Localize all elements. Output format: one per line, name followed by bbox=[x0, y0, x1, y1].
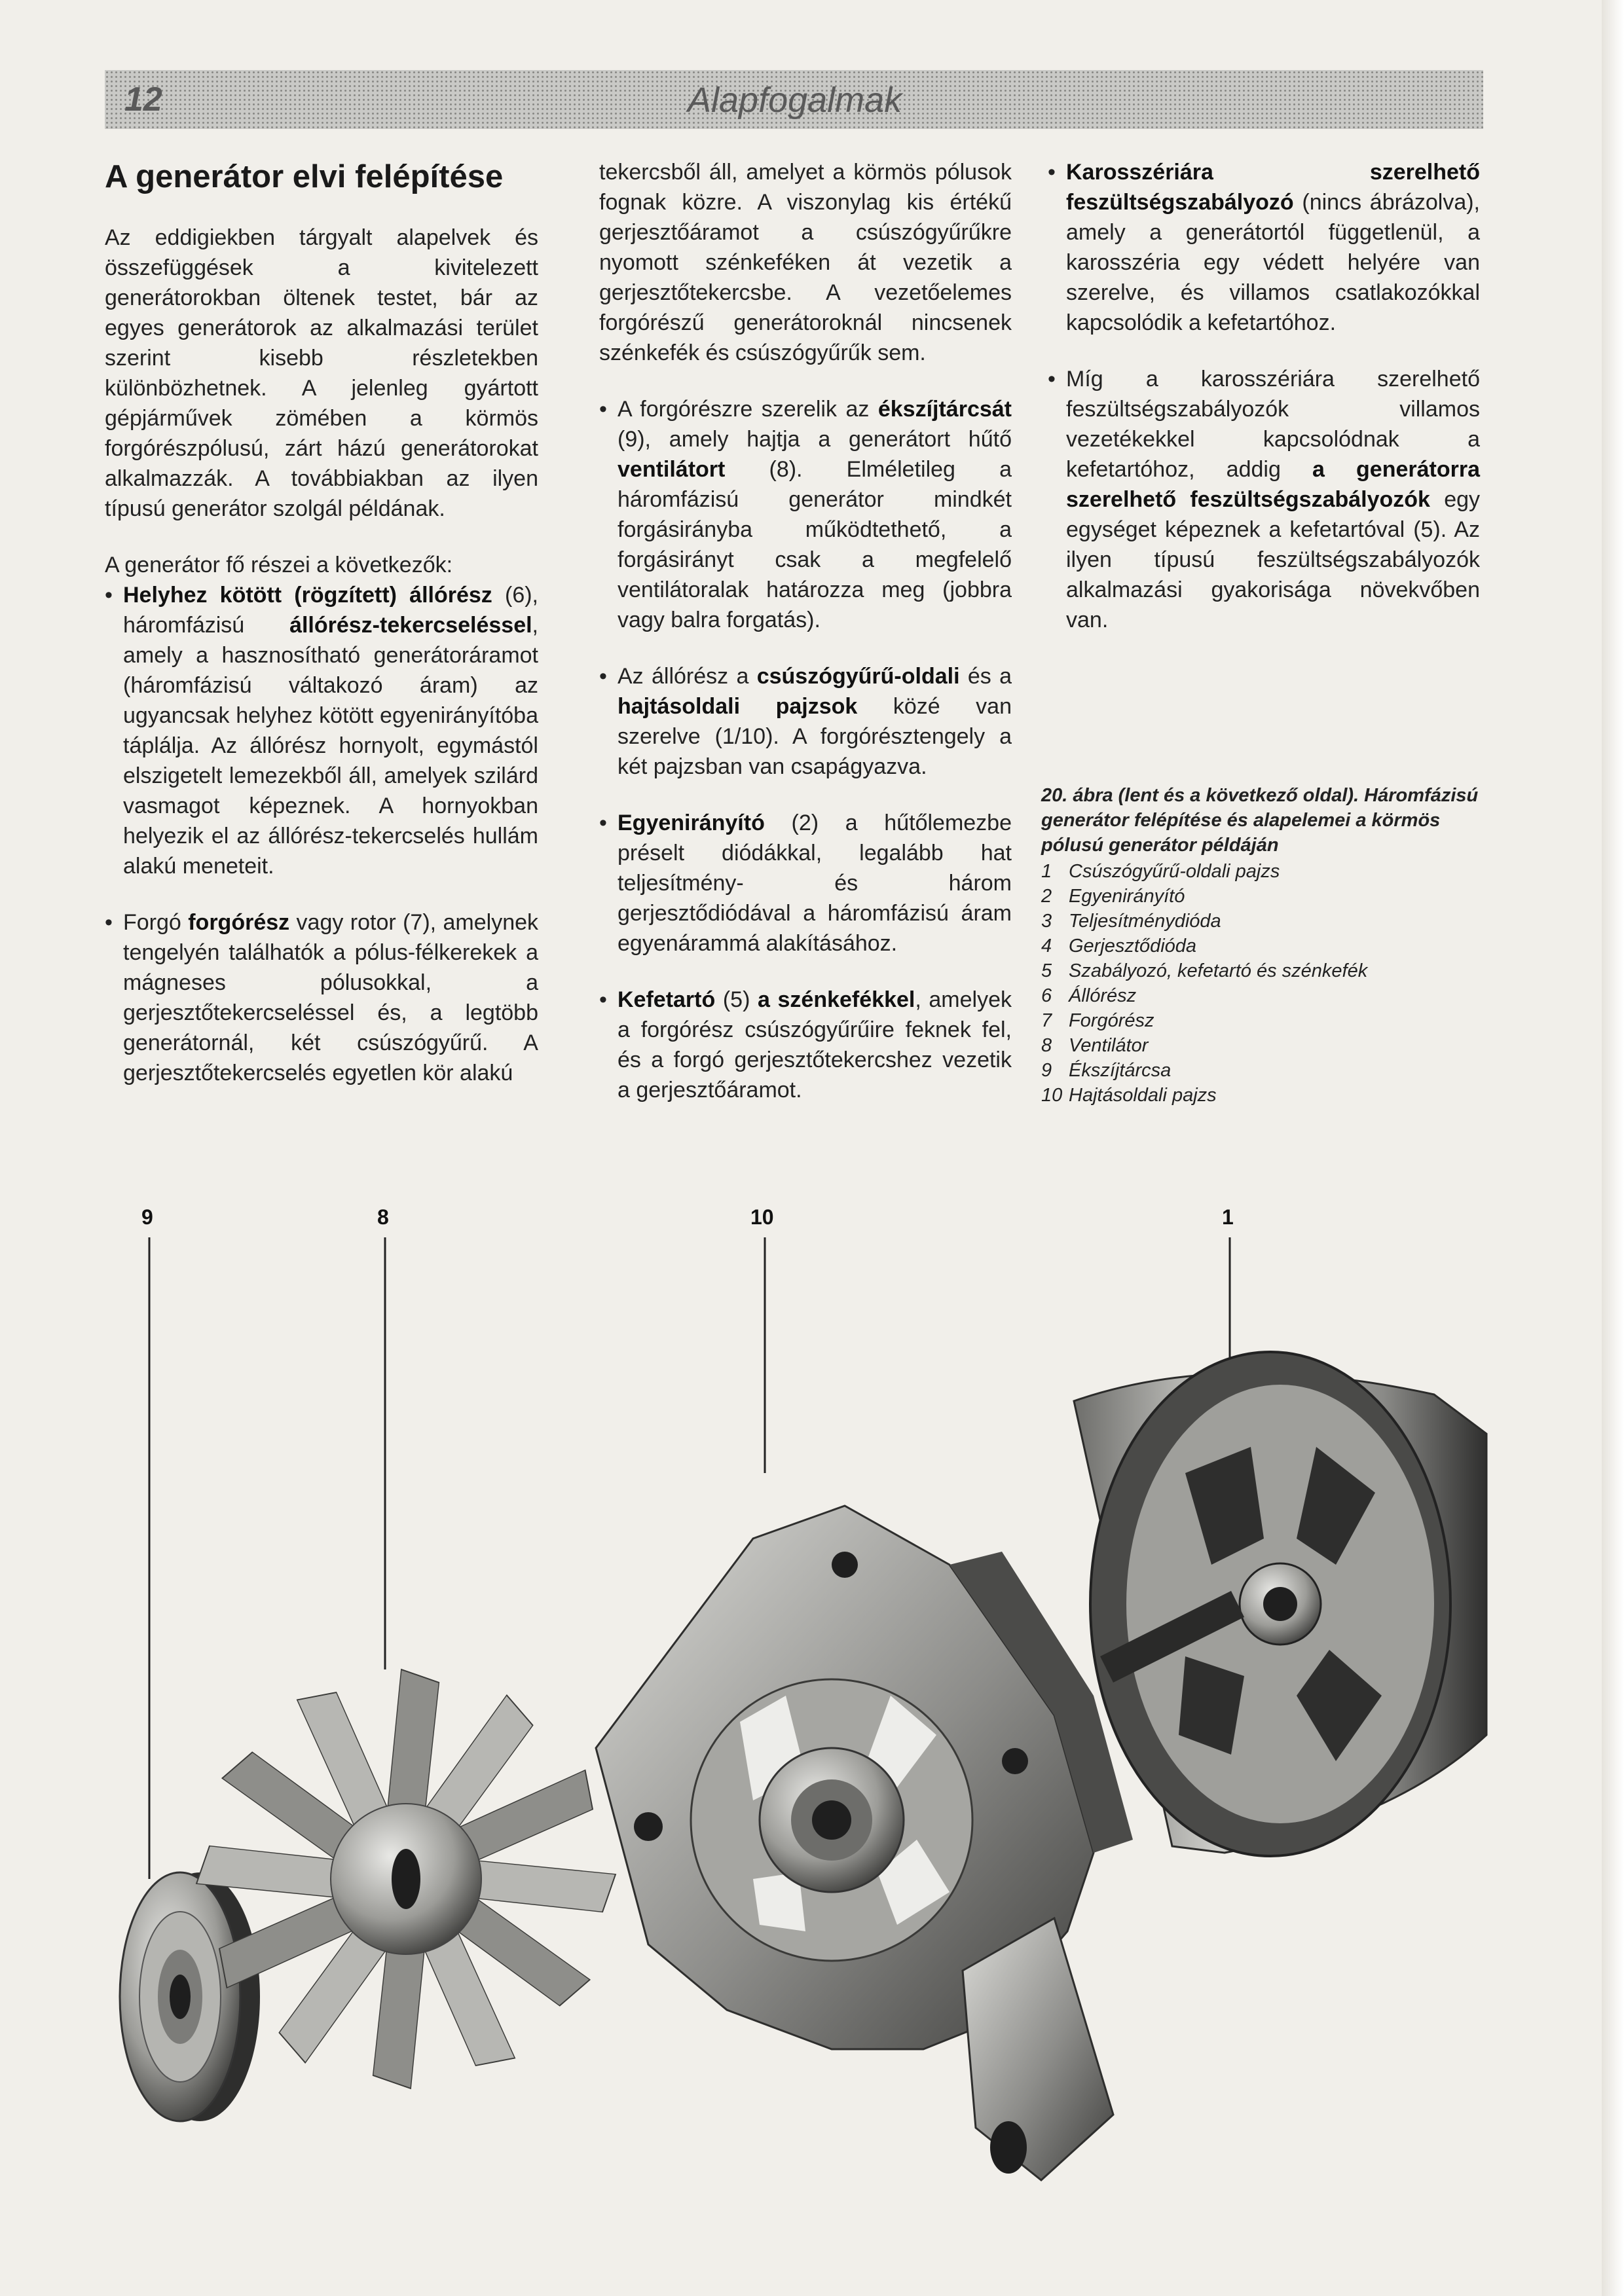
legend-item bbox=[1041, 1058, 1486, 1083]
callout-number-fan: 8 bbox=[377, 1205, 389, 1229]
text-run: A forgórészre szerelik az bbox=[618, 397, 878, 422]
legend-item bbox=[1041, 1033, 1486, 1058]
body-regulator-term: Karosszériára szerelhető feszültségszabályozó bbox=[1066, 160, 1480, 215]
legend-label: Teljesítménydióda bbox=[1069, 911, 1221, 932]
text-run: , amely a hasznosítható generátoráramot (háromfázisú váltakozó áram) az ugyancsak helyhez kötött egyenirányítóba táplálja. Az állórész hornyolt, egymástól elszigetelt lemezekből áll, amelyek szilárd vasmagot képeznek. A hornyokban helyezik el az állórész-tekercselés hullám alakú meneteit. bbox=[123, 613, 538, 879]
bullet-shields bbox=[599, 661, 1012, 782]
drive-shield-drawing bbox=[596, 1506, 1133, 2180]
bullet-dot: • bbox=[105, 583, 113, 608]
legend-item bbox=[1041, 983, 1486, 1008]
legend-label: Forgórész bbox=[1069, 1010, 1154, 1031]
rotor-term: forgórész bbox=[188, 910, 290, 935]
generator-exploded-illustration bbox=[72, 1198, 1539, 2272]
pulley-term: ékszíjtárcsát bbox=[877, 397, 1012, 422]
stator-term: Helyhez kötött (rögzített) állórész bbox=[123, 583, 492, 608]
parts-lead: A generátor fő részei a következők: bbox=[105, 553, 453, 577]
brush-holder-term: Kefetartó bbox=[618, 987, 716, 1012]
fan-term: ventilátort bbox=[618, 457, 726, 482]
legend-number: 5 bbox=[1041, 960, 1052, 981]
legend-label: Hajtásoldali pajzs bbox=[1069, 1085, 1217, 1106]
page-number: 12 bbox=[124, 81, 162, 118]
text-run: (8). Elméletileg a háromfázisú generátor mindkét forgásirányba működtethető, a forgásirányt csak a megfelelő ventilátoralak határozza meg (jobbra vagy balra forgatás). bbox=[618, 457, 1012, 632]
legend-number: 3 bbox=[1041, 911, 1052, 932]
legend-number: 4 bbox=[1041, 936, 1052, 957]
fan-blade bbox=[387, 1669, 439, 1813]
legend-number: 1 bbox=[1041, 861, 1052, 882]
integrated-regulator-term: a generátorra szerelhető feszültségszabályozók bbox=[1066, 457, 1480, 512]
bullet-rectifier bbox=[599, 808, 1012, 958]
bullet-dot: • bbox=[599, 664, 607, 689]
rectifier-term: Egyenirányító bbox=[618, 811, 765, 835]
legend-label: Ventilátor bbox=[1069, 1035, 1149, 1056]
figure-caption-title: 20. ábra (lent és a következő oldal). Háromfázisú generátor felépítése és alapelemei a körmös pólusú generátor példáján bbox=[1041, 785, 1479, 856]
legend-item bbox=[1041, 1008, 1486, 1033]
legend-number: 9 bbox=[1041, 1060, 1052, 1081]
figure-legend bbox=[1041, 859, 1486, 1108]
legend-number: 10 bbox=[1041, 1085, 1063, 1106]
text-run: egy egységet képeznek a kefetartóval (5). Az ilyen típusú feszültségszabályozók alkalmazási gyakorisága növekvőben van. bbox=[1066, 487, 1481, 632]
slip-ring-shield-drawing bbox=[1074, 1352, 1486, 1856]
text-run: , amelyek a forgórész csúszógyűrűire feknek fel, és a forgó gerjesztőtekercshez vezetik a gerjesztőáramot. bbox=[618, 987, 1012, 1102]
bullet-pulley bbox=[599, 394, 1012, 635]
fan-drawing bbox=[196, 1669, 616, 2088]
legend-item bbox=[1041, 934, 1486, 958]
fan-blade bbox=[471, 1860, 616, 1912]
legend-number: 6 bbox=[1041, 985, 1052, 1006]
text-run: (2) a hűtőlemezbe préselt diódákkal, legalább hat teljesítmény- és három gerjesztődiódával a háromfázisú áram egyenárammá alakításához. bbox=[618, 811, 1012, 956]
text-run: közé van szerelve (1/10). A forgórésztengely a két pajzsban van csapágyazva. bbox=[618, 694, 1012, 779]
stator-winding-term: állórész-tekercseléssel bbox=[289, 613, 532, 638]
text-run: Forgó bbox=[123, 910, 189, 935]
column-2 bbox=[599, 157, 1012, 1131]
pulley-drawing bbox=[120, 1872, 260, 2121]
text-run: (9), amely hajtja a generátort hűtő bbox=[618, 427, 1012, 452]
text-run: (nincs ábrázolva), amely a generátortól függetlenül, a karosszéria egy védett helyére van szerelve, és villamos csatlakozókkal kapcsolódik a kefetartóhoz. bbox=[1066, 190, 1480, 335]
legend-item bbox=[1041, 909, 1486, 934]
legend-label: Gerjesztődióda bbox=[1069, 936, 1197, 957]
page-title: A generátor elvi felépítése bbox=[105, 159, 504, 194]
brushes-term: a szénkefékkel bbox=[758, 987, 915, 1012]
callout-number-pulley: 9 bbox=[141, 1205, 153, 1229]
bullet-dot: • bbox=[599, 811, 607, 835]
figure-caption bbox=[1041, 783, 1486, 1108]
bullet-dot: • bbox=[1048, 160, 1056, 185]
bullet-dot: • bbox=[599, 397, 607, 422]
intro-paragraph: Az eddigiekben tárgyalt alapelvek és összefüggések a kivitelezett generátorokban öltenek testet, bár az egyes generátorok az alkalmazási terület szerint kisebb részletekben különbözhetnek. A jelenleg gyártott gépjárművek zömében a körmös forgórészpólusú, zárt házú generátorokat alkalmazzák. A továbbiakban az ilyen típusú generátor szolgál példának. bbox=[105, 225, 538, 521]
text-run: (6), háromfázisú bbox=[123, 583, 538, 638]
bullet-dot: • bbox=[105, 910, 113, 935]
legend-number: 7 bbox=[1041, 1010, 1052, 1031]
bullet-stator bbox=[105, 580, 538, 881]
text-run: vagy rotor (7), amelynek tengelyén találhatók a pólus-félkerekek a mágneses pólusokkal, a gerjesztőtekercseléssel és, a legtöbb generátornál, két csúszógyűrű. A gerjesztőtekercselés egyetlen kör alakú bbox=[123, 910, 539, 1085]
legend-label: Egyenirányító bbox=[1069, 886, 1185, 907]
callout-number-drive-shield: 10 bbox=[750, 1205, 774, 1229]
bullet-integrated-regulator bbox=[1048, 364, 1480, 635]
text-run: (5) bbox=[715, 987, 758, 1012]
text-run: és a bbox=[959, 664, 1012, 689]
legend-label: Ékszíjtárcsa bbox=[1069, 1060, 1172, 1081]
callout-number-slip-ring-shield: 1 bbox=[1222, 1205, 1234, 1229]
legend-label: Szabályozó, kefetartó és szénkefék bbox=[1069, 960, 1368, 981]
bullet-body-regulator bbox=[1048, 157, 1480, 338]
legend-item bbox=[1041, 884, 1486, 909]
legend-item bbox=[1041, 958, 1486, 983]
column-3 bbox=[1048, 157, 1480, 661]
fan-blade bbox=[373, 1944, 425, 2088]
rotor-continuation: tekercsből áll, amelyet a körmös pólusok fognak közre. A viszonylag kis értékű gerjesztőáramot a csúszógyűrűkre nyomott szénkeféken át vezetik a gerjesztőtekercsbe. A vezetőelemes forgórészű generátoroknál nincsenek szénkefék és csúszógyűrűk sem. bbox=[599, 160, 1012, 365]
section-title: Alapfogalmak bbox=[688, 81, 902, 120]
slip-ring-side-term: csúszógyűrű-oldali bbox=[756, 664, 960, 689]
column-1 bbox=[105, 157, 538, 1114]
text-run: Míg a karosszériára szerelhető feszültségszabályozók villamos vezetékekkel kapcsolódnak a kefetartóhoz, addig bbox=[1066, 367, 1480, 482]
legend-item bbox=[1041, 859, 1486, 884]
legend-item bbox=[1041, 1083, 1486, 1108]
legend-label: Csúszógyűrű-oldali pajzs bbox=[1069, 861, 1280, 882]
legend-number: 8 bbox=[1041, 1035, 1052, 1056]
drive-side-term: hajtásoldali pajzsok bbox=[618, 694, 858, 719]
legend-label: Állórész bbox=[1069, 985, 1137, 1006]
page-edge bbox=[1602, 0, 1624, 2296]
bullet-rotor bbox=[105, 907, 538, 1088]
legend-number: 2 bbox=[1041, 886, 1052, 907]
bullet-dot: • bbox=[599, 987, 607, 1012]
bullet-dot: • bbox=[1048, 367, 1056, 392]
text-run: Az állórész a bbox=[618, 664, 757, 689]
bullet-brush-holder bbox=[599, 985, 1012, 1105]
